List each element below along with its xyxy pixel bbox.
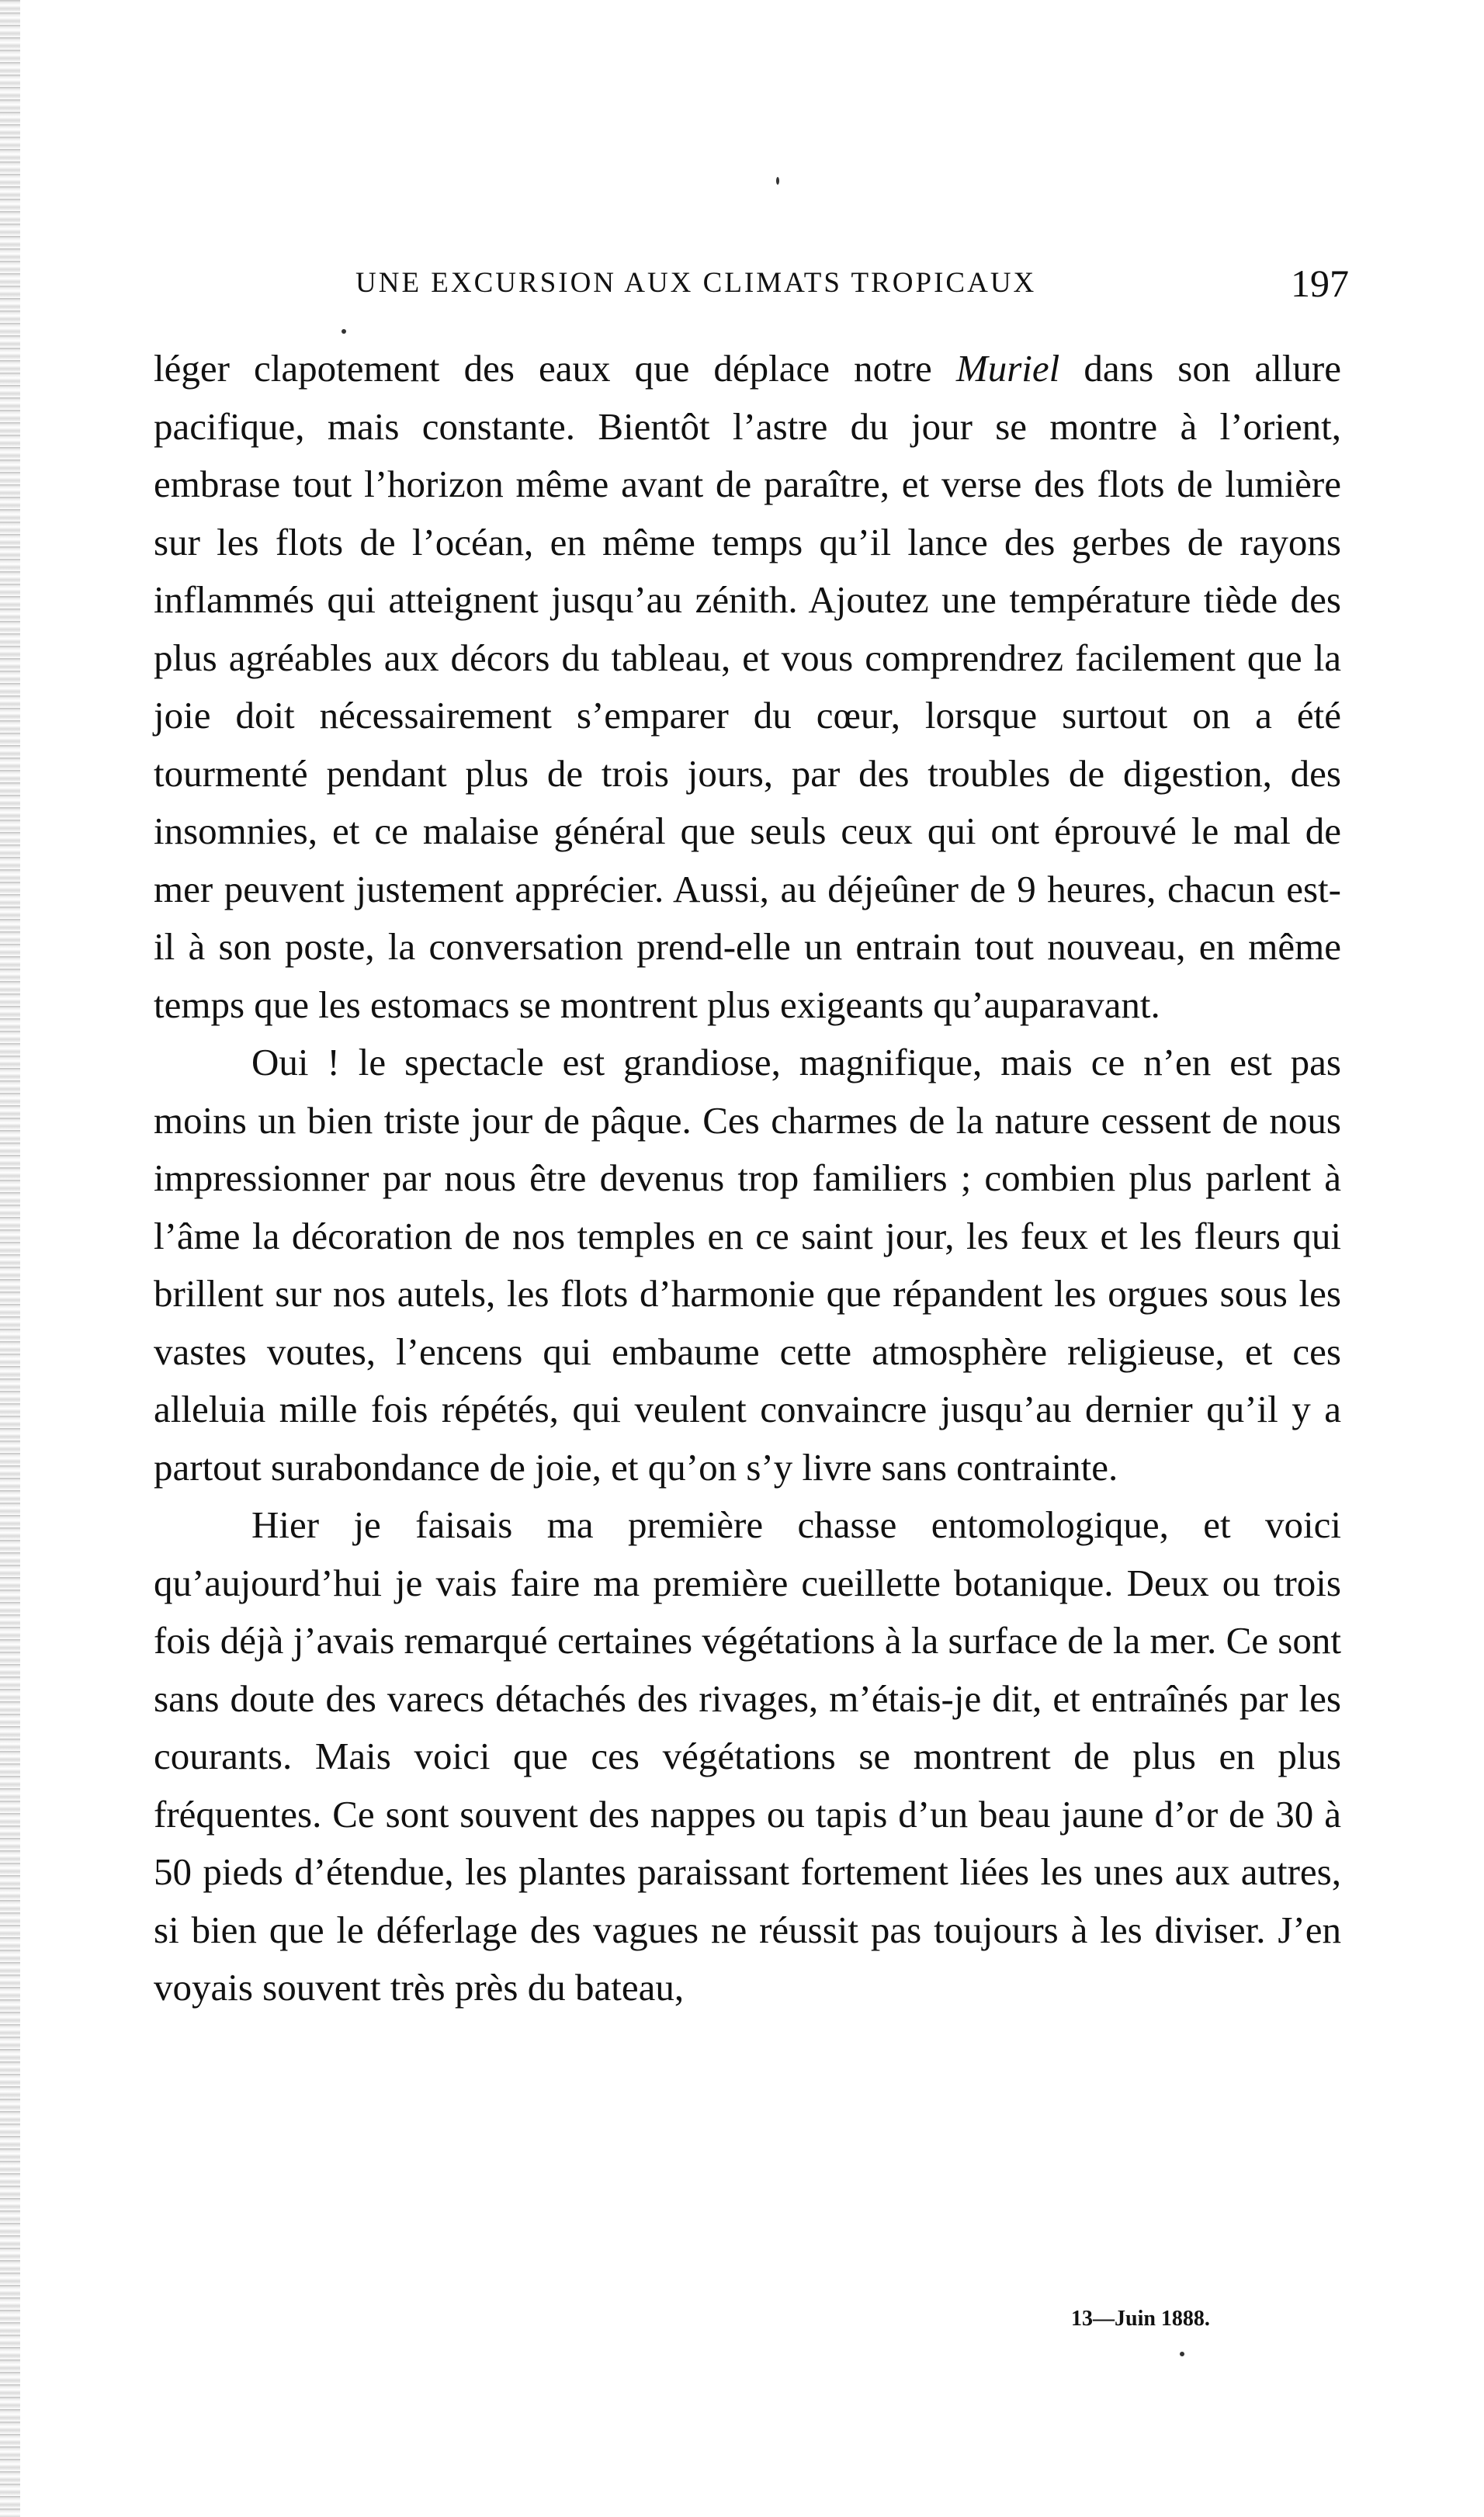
- scan-speck: [776, 177, 779, 185]
- running-title: UNE EXCURSION AUX CLIMATS TROPICAUX: [355, 267, 1037, 299]
- printer-signature: 13—Juin 1888.: [1071, 2307, 1210, 2331]
- scan-binding-edge: [0, 0, 20, 2517]
- ship-name-italic: Muriel: [955, 347, 1060, 390]
- paragraph-continuation: [154, 340, 1341, 1034]
- page-number: 197: [1291, 262, 1349, 305]
- body-text: [154, 340, 1341, 2017]
- paragraph-1-text-before: léger clapotement des eaux que déplace notre: [154, 347, 956, 390]
- scan-speck: [1180, 2352, 1184, 2356]
- paragraph-1-text-after: dans son allure pacifique, mais constante. Bientôt l’astre du jour se montre à l’orient, embrase tout l’horizon même avant de paraître, et verse des flots de lumière sur les flots de l’océan, en même temps qu’il lance des gerbes de rayons inflammés qui atteignent jusqu’au zénith. Ajoutez une température tiède des plus agréables aux décors du tableau, et vous comprendrez facilement que la joie doit nécessairement s’emparer du cœur, lorsque surtout on a été tourmenté pendant plus de trois jours, par des troubles de digestion, des insomnies, et ce malaise général que seuls ceux qui ont éprouvé le mal de mer peuvent justement apprécier. Aussi, au déjeûner de 9 heures, chacun est-il à son poste, la conversation prend-elle un entrain tout nouveau, en même temps que les estomacs se montrent plus exigeants qu’auparavant.: [154, 347, 1341, 1026]
- scan-speck: [342, 329, 346, 334]
- running-head: [154, 256, 1349, 310]
- paragraph-easter: Oui ! le spectacle est grandiose, magnifique, mais ce n’en est pas moins un bien triste jour de pâque. Ces charmes de la nature cessent de nous impressionner par nous être devenus trop familiers ; combien plus parlent à l’âme la décoration de nos temples en ce saint jour, les feux et les fleurs qui brillent sur nos autels, les flots d’harmonie que répandent les orgues sous les vastes voutes, l’encens qui embaume cette atmosphère religieuse, et ces alleluia mille fois répétés, qui veulent convaincre jusqu’au dernier qu’il y a partout surabondance de joie, et qu’on s’y livre sans contrainte.: [154, 1041, 1341, 1489]
- paragraph-botanical: Hier je faisais ma première chasse entomologique, et voici qu’aujourd’hui je vais faire ma première cueillette botanique. Deux ou trois fois déjà j’avais remarqué certaines végétations à la surface de la mer. Ce sont sans doute des varecs détachés des rivages, m’étais-je dit, et entraînés par les courants. Mais voici que ces végétations se montrent de plus en plus fréquentes. Ce sont souvent des nappes ou tapis d’un beau jaune d’or de 30 à 50 pieds d’étendue, les plantes paraissant fortement liées les unes aux autres, si bien que le déferlage des vagues ne réussit pas toujours à les diviser. J’en voyais souvent très près du bateau,: [154, 1503, 1341, 2009]
